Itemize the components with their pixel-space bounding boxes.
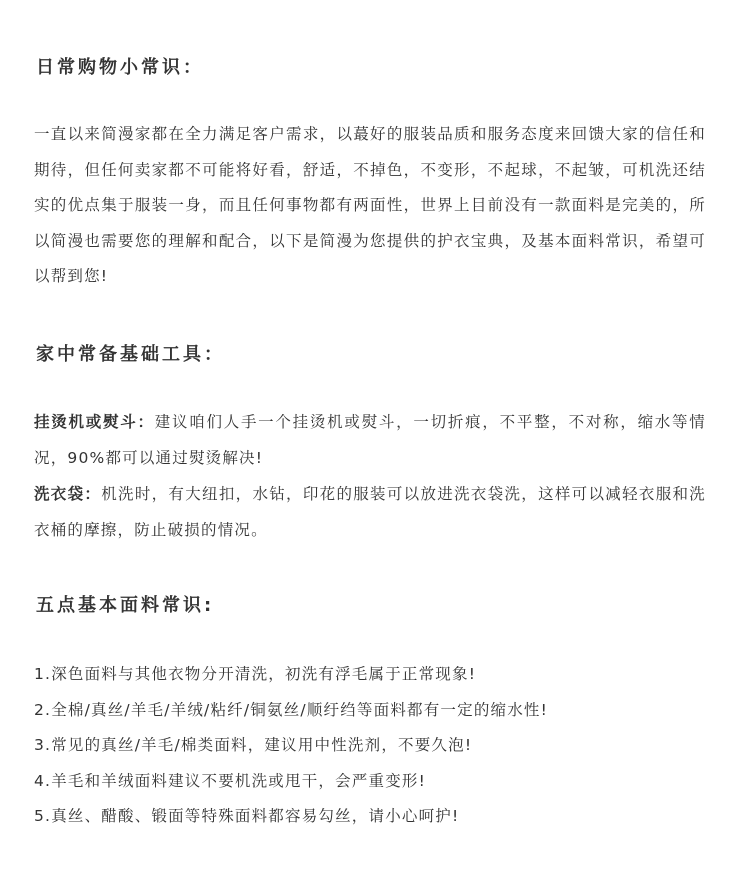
list-item: 3.常见的真丝/羊毛/棉类面料，建议用中性洗剂，不要久泡!	[34, 736, 473, 755]
intro-paragraph: 一直以来简漫家都在全力满足客户需求，以蕞好的服装品质和服务态度来回馈大家的信任和期待，但任何卖家都不可能将好看，舒适，不掉色，不变形，不起球，不起皱，可机洗还结实的优点集于服装一身，而且任何事物都有两面性，世界上目前没有一款面料是完美的，所以简漫也需要您的理解和配合，以下是简漫为您提供的护衣宝典，及基本面料常识，希望可以帮到您!	[34, 125, 706, 285]
section-title-fabric-tips: 五点基本面料常识:	[36, 595, 215, 616]
list-item: 5.真丝、醋酸、锻面等特殊面料都容易勾丝，请小心呵护!	[34, 807, 460, 826]
list-item: 1.深色面料与其他衣物分开清洗，初洗有浮毛属于正常现象!	[34, 665, 477, 683]
list-item: 4.羊毛和羊绒面料建议不要机洗或甩干，会严重变形!	[34, 771, 427, 790]
tool-label-laundry-bag: 洗衣袋：	[34, 485, 102, 503]
tool-text-laundry-bag: 机洗时，有大纽扣，水钻，印花的服装可以放进洗衣袋洗，这样可以减轻衣服和洗衣桶的摩擦，防止破损的情况。	[34, 485, 706, 539]
list-item: 2.全棉/真丝/羊毛/羊绒/粘纤/铜氨丝/顺纡绉等面料都有一定的缩水性!	[34, 700, 549, 719]
tool-item-laundry-bag	[34, 477, 706, 548]
tool-text-steamer: 建议咱们人手一个挂烫机或熨斗，一切折痕，不平整，不对称，缩水等情况，90%都可以通过熨烫解决!	[34, 413, 706, 467]
tool-label-steamer: 挂烫机或熨斗：	[34, 413, 155, 431]
section-title-home-tools: 家中常备基础工具：	[36, 344, 225, 365]
section-title-shopping-tips: 日常购物小常识：	[36, 57, 204, 78]
tool-item-steamer	[34, 405, 706, 476]
fabric-tips-list	[34, 657, 706, 835]
